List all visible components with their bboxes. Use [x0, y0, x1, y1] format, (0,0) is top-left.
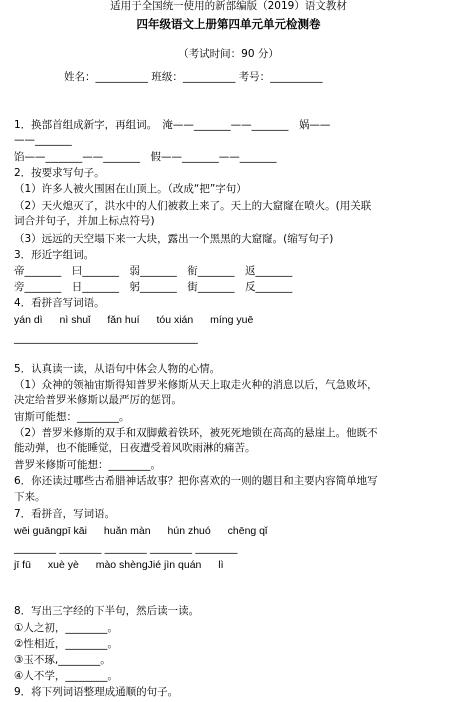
q8-item: ①人之初，________。	[14, 622, 118, 634]
q2-sentence3: （3）远远的天空塌下来一大块，露出一个黑黑的大窟窿。(缩写句子)	[14, 233, 334, 245]
q3-row1: 帝_______ 曰_______ 弱_______ 衔_______ 返_______	[14, 265, 293, 277]
q2-sentence1: （1）许多人被火围困在山顶上。（改成“把”字句）	[14, 183, 247, 195]
q7-pinyin-row2	[14, 558, 238, 572]
q7-pinyin: xuè yè	[47, 559, 79, 571]
q5-passage1a: （1）众神的领袖宙斯得知普罗米修斯从天上取走火种的消息以后，气急败坏，	[14, 379, 378, 391]
page-title: 四年级语文上册第四单元单元检测卷	[136, 17, 321, 31]
q7-pinyin: mào shèngJié jìn quán	[95, 559, 202, 571]
q5-passage2a: （2）普罗米修斯的双手和双脚戴着铁环，被死死地锁在高高的悬崖上。他既不	[14, 427, 378, 439]
q6-line1: 6．你还读过哪些古希腊神话故事？把你喜欢的一则的题目和主要内容简单地写	[14, 475, 378, 487]
q7-pinyin-row1	[14, 524, 281, 538]
q4-pinyin: nì shuǐ	[59, 314, 91, 326]
student-info-line: 姓名：__________ 班级：__________ 考号：__________	[64, 71, 323, 83]
q7-pinyin: lì	[218, 559, 224, 571]
q5-title: 5．认真读一读，从语句中体会人物的心情。	[14, 363, 221, 375]
q4-pinyin-row	[14, 313, 267, 327]
q7-pinyin: wēi guāngpī kāi	[14, 525, 87, 537]
q4-title: 4．看拼音写词语。	[14, 297, 105, 309]
q8-title: 8．写出三字经的下半句，然后读一读。	[14, 605, 200, 617]
q1-line1: 1．换部首组成新字，再组词。 淹——_______——_______ 娲——	[14, 119, 331, 131]
q2-title: 2．按要求写句子。	[14, 167, 105, 179]
q7-pinyin: hún zhuó	[167, 525, 211, 537]
q3-title: 3．形近字组词。	[14, 249, 95, 261]
q5-passage1b: 决定给普罗米修斯以最严厉的惩罚。	[14, 394, 182, 406]
q6-line2: 下来。	[14, 491, 46, 503]
q4-blanks: ___________________________________	[14, 332, 198, 344]
header-top-line: 适用于全国统一使用的新部编版（2019）语文教材	[110, 0, 347, 12]
q1-line3: 馅——_______——_______ 假——_______——_______	[14, 151, 277, 163]
q4-pinyin: yán dì	[14, 314, 43, 326]
q7-pinyin: jī fū	[14, 559, 31, 571]
q5-passage2b: 能动弹，也不能睡觉，日夜遭受着风吹雨淋的痛苦。	[14, 442, 256, 454]
q2-sentence2b: 词合并句子，并加上标点符号)	[14, 215, 155, 227]
q8-item: ④人不学，________。	[14, 670, 118, 682]
q1-line2: ——_______	[14, 134, 72, 146]
q8-item: ②性相近，________。	[14, 638, 118, 650]
q5-answer2: 普罗米修斯可能想：________。	[14, 459, 161, 471]
q7-blanks: ________ ________ ________ ________ ________	[14, 542, 238, 554]
q9-title: 9．将下列词语整理成通顺的句子。	[14, 686, 179, 698]
q7-pinyin: huǎn màn	[103, 525, 151, 537]
q7-pinyin: chēng qǐ	[227, 525, 268, 537]
q3-row2: 旁_______ 日_______ 躬_______ 街_______ 反_______	[14, 281, 293, 293]
q2-sentence2a: （2）天火熄灭了，洪水中的人们被救上来了。天上的大窟窿在喷火。(用关联	[14, 200, 372, 212]
q7-title: 7．看拼音，写词语。	[14, 508, 116, 520]
q8-item: ③玉不琢,________。	[14, 654, 111, 666]
q5-answer1: 宙斯可能想：________。	[14, 411, 130, 423]
exam-time: （考试时间：90 分）	[178, 48, 279, 60]
q4-pinyin: míng yuē	[210, 314, 254, 326]
q4-pinyin: tóu xián	[156, 314, 194, 326]
q4-pinyin: fǎn huí	[107, 314, 140, 326]
